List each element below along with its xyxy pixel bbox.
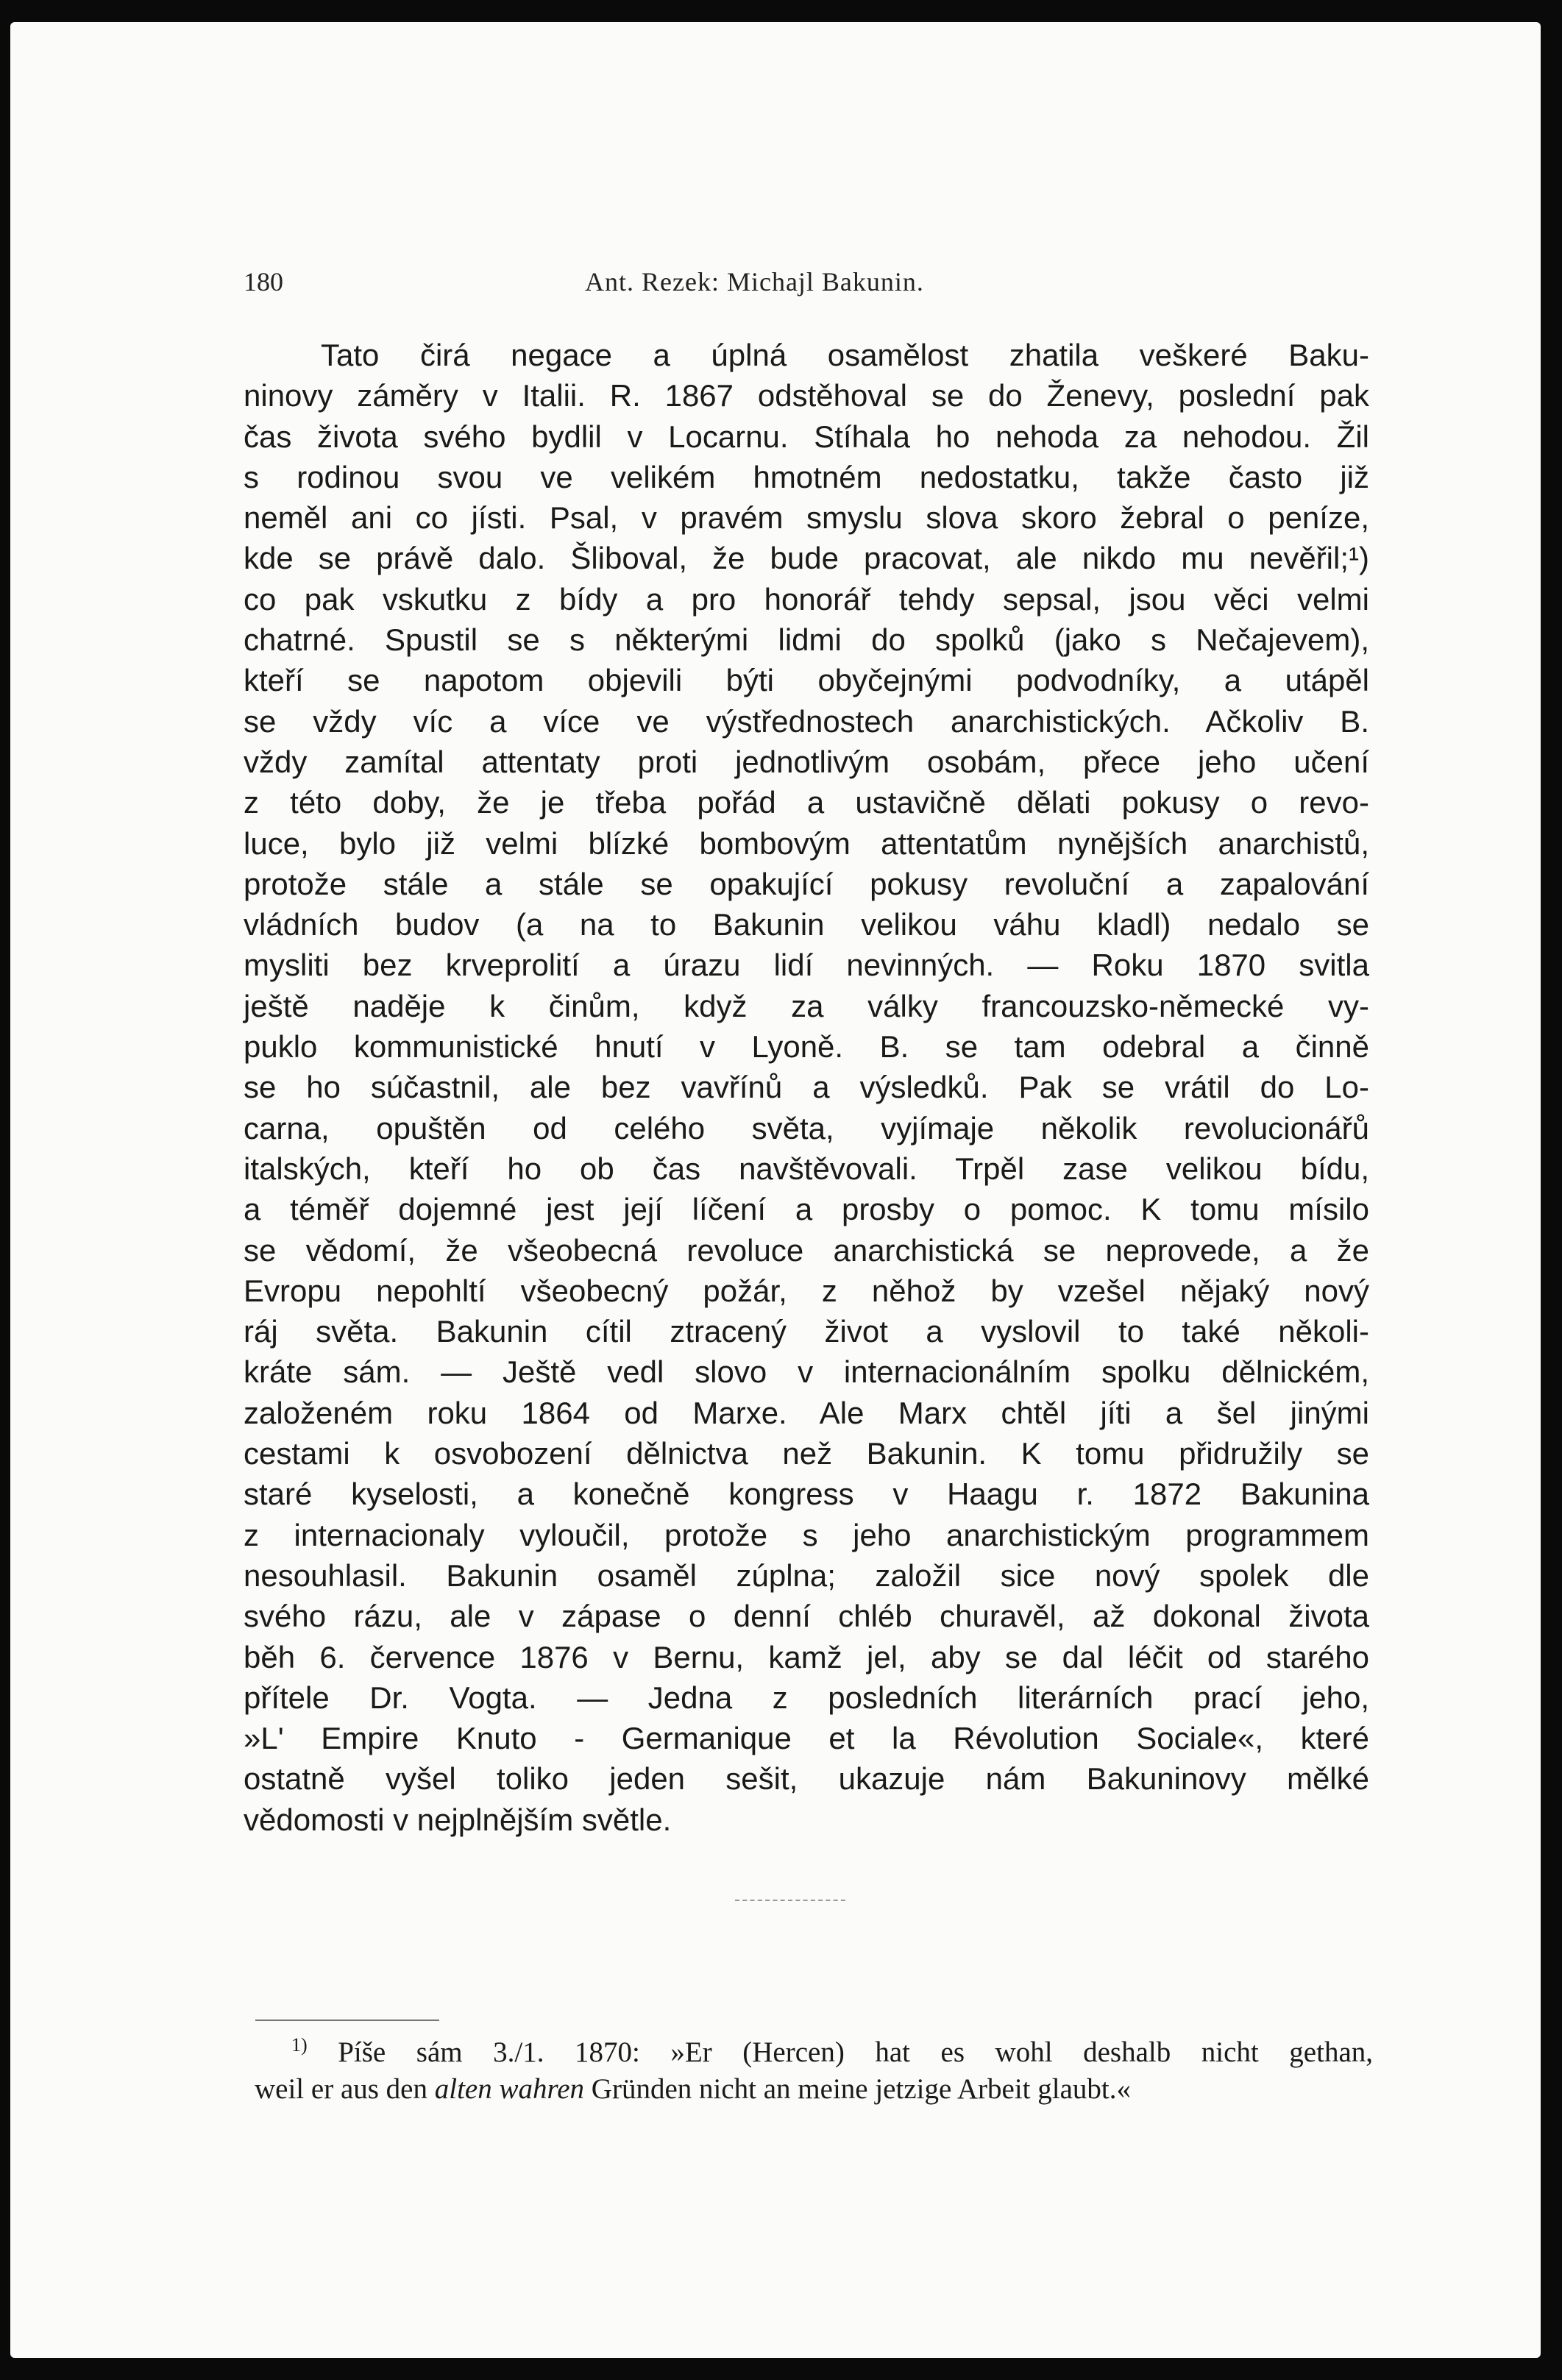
body-line: z této doby, že je třeba pořád a ustavičně dělati pokusy o revo- <box>244 785 1369 820</box>
body-line: protože stále a stále se opakující pokusy revoluční a zapalování <box>244 866 1369 901</box>
body-line: puklo kommunistické hnutí v Lyoně. B. se tam odebral a činně <box>244 1029 1369 1065</box>
body-line: Tato čirá negace a úplná osamělost zhatila veškeré Baku- <box>321 338 1369 372</box>
body-line: ninovy záměry v Italii. R. 1867 odstěhoval se do Ženevy, poslední pak <box>244 378 1369 413</box>
footnote-line-1 <box>255 2034 1373 2071</box>
body-line: vládních budov (a na to Bakunin velikou váhu kladl) nedalo se <box>244 907 1369 942</box>
body-line: ještě naděje k činům, když za války francouzsko-německé vy- <box>244 988 1369 1023</box>
footnote-line-2 <box>255 2071 1373 2108</box>
page-header <box>244 259 1369 303</box>
body-line: kráte sám. — Ještě vedl slovo v internacionálním spolku dělnickém, <box>244 1354 1369 1390</box>
body-line: se ho súčastnil, ale bez vavřínů a výsledků. Pak se vrátil do Lo- <box>244 1070 1369 1105</box>
body-line: z internacionaly vyloučil, protože s jeho anarchistickým programmem <box>244 1517 1369 1552</box>
body-line: s rodinou svou ve velikém hmotném nedostatku, takže často již <box>244 459 1369 494</box>
body-line: »L' Empire Knuto - Germanique et la Révolution Sociale«, které <box>244 1721 1369 1756</box>
body-line: Evropu nepohltí všeobecný požár, z něhož by vzešel nějaký nový <box>244 1273 1369 1308</box>
page-number: 180 <box>244 267 283 296</box>
body-text <box>244 335 1369 1840</box>
running-title: Ant. Rezek: Michajl Bakunin. <box>585 267 924 296</box>
body-line: se vědomí, že všeobecná revoluce anarchistická se neprovede, a že <box>244 1232 1369 1268</box>
body-line: carna, opuštěn od celého světa, vyjímaje několik revolucionářů <box>244 1110 1369 1145</box>
body-line: chatrné. Spustil se s některými lidmi do spolků (jako s Nečajevem), <box>244 622 1369 658</box>
body-line: vždy zamítal attentaty proti jednotlivým osobám, přece jeho učení <box>244 744 1369 779</box>
footnote <box>255 2034 1373 2108</box>
footnote-text-2b: Gründen nicht an meine jetzige Arbeit glaubt.« <box>591 2073 1131 2105</box>
body-line: založeném roku 1864 od Marxe. Ale Marx chtěl jíti a šel jinými <box>244 1395 1369 1430</box>
body-line: cestami k osvobození dělnictva než Bakunin. K tomu přidružily se <box>244 1436 1369 1471</box>
body-line: kde se právě dalo. Šliboval, že bude pracovat, ale nikdo mu nevěřil;¹) <box>244 541 1369 576</box>
body-line: staré kyselosti, a konečně kongress v Haagu r. 1872 Bakunina <box>244 1477 1369 1512</box>
body-line: luce, bylo již velmi blízké bombovým attentatům nynějších anarchistů, <box>244 825 1369 861</box>
body-line: mysliti bez krveprolití a úrazu lidí nevinných. — Roku 1870 svitla <box>244 948 1369 983</box>
footnote-text-2a: weil er aus den <box>255 2073 427 2105</box>
body-line: nesouhlasil. Bakunin osaměl zúplna; založil sice nový spolek dle <box>244 1557 1369 1593</box>
body-line: ráj světa. Bakunin cítil ztracený život a vyslovil to také několi- <box>244 1314 1369 1349</box>
body-line-last: vědomosti v nejplnějším světle. <box>244 1802 672 1837</box>
body-line: co pak vskutku z bídy a pro honorář tehdy sepsal, jsou věci velmi <box>244 581 1369 617</box>
body-line: svého rázu, ale v zápase o denní chléb churavěl, až dokonal života <box>244 1599 1369 1634</box>
footnote-text-1: Píše sám 3./1. 1870: »Er (Hercen) hat es wohl deshalb nicht gethan, <box>338 2036 1374 2068</box>
body-line: neměl ani co jísti. Psal, v pravém smyslu slova skoro žebral o peníze, <box>244 500 1369 536</box>
book-page <box>10 22 1541 2358</box>
section-divider <box>735 1900 845 1901</box>
footnote-emphasis: alten wahren <box>434 2073 585 2105</box>
body-line: italských, kteří ho ob čas navštěvovali. Trpěl zase velikou bídu, <box>244 1151 1369 1186</box>
body-line: a téměř dojemné jest její líčení a prosby o pomoc. K tomu mísilo <box>244 1192 1369 1227</box>
body-line: běh 6. července 1876 v Bernu, kamž jel, aby se dal léčit od starého <box>244 1639 1369 1674</box>
footnote-mark: 1) <box>291 2034 308 2056</box>
body-line: se vždy víc a více ve výstřednostech anarchistických. Ačkoliv B. <box>244 703 1369 739</box>
body-line: ostatně vyšel toliko jeden sešit, ukazuje nám Bakuninovy mělké <box>244 1761 1369 1797</box>
body-line: čas života svého bydlil v Locarnu. Stíhala ho nehoda za nehodou. Žil <box>244 419 1369 454</box>
footnote-rule <box>255 2020 439 2021</box>
body-line: kteří se napotom objevili býti obyčejnými podvodníky, a utápěl <box>244 663 1369 698</box>
body-line: přítele Dr. Vogta. — Jedna z posledních literárních prací jeho, <box>244 1680 1369 1715</box>
